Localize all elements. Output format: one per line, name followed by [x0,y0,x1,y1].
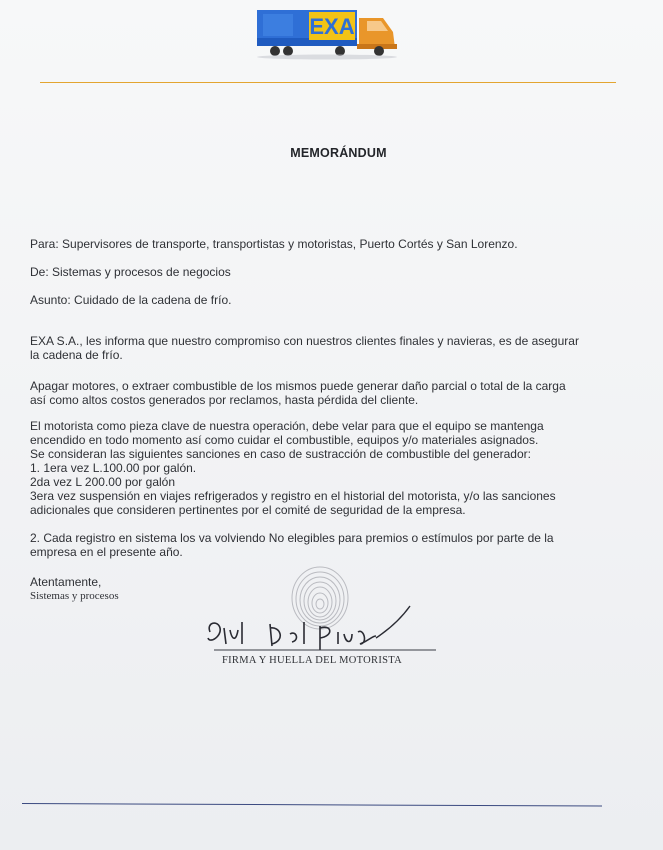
de-line: De: Sistemas y procesos de negocios [30,265,231,279]
asunto-line: Asunto: Cuidado de la cadena de frío. [30,293,232,307]
body-line: 2da vez L 200.00 por galón [30,475,176,489]
header-rule [40,82,616,83]
body-line: El motorista como pieza clave de nuestra operación, debe velar para que el equipo se mantenga [30,419,544,433]
body-line: EXA S.A., les informa que nuestro compromiso con nuestros clientes finales y navieras, es de asegurar [30,334,579,348]
closing-line: Atentamente, [30,575,102,589]
body-line: Se consideran las siguientes sanciones en caso de sustracción de combustible del generador: [30,447,531,461]
body-line: 2. Cada registro en sistema los va volviendo No elegibles para premios o estímulos por parte de la [30,531,554,545]
signature-label: FIRMA Y HUELLA DEL MOTORISTA [222,655,403,666]
body-line: así como altos costos generados por reclamos, hasta pérdida del cliente. [30,393,419,407]
body-line: la cadena de frío. [30,348,123,362]
footer-rule [22,803,602,807]
body-line: encendido en todo momento así como cuidar el combustible, equipos y/o materiales asignados. [30,433,539,447]
body-line: 1. 1era vez L.100.00 por galón. [30,461,197,475]
exa-logo [255,8,400,60]
logo-text: EXA [309,14,355,39]
body-line: adicionales que consideren pertinentes por el comité de seguridad de la empresa. [30,503,466,517]
body-line: Apagar motores, o extraer combustible de los mismos puede generar daño parcial o total de la carga [30,379,566,393]
body-line: empresa en el presente año. [30,545,183,559]
para-line: Para: Supervisores de transporte, transportistas y motoristas, Puerto Cortés y San Lorenzo. [30,237,518,251]
body-line: 3era vez suspensión en viajes refrigerados y registro en el historial del motorista, y/o las sanciones [30,489,556,503]
memo-title: MEMORÁNDUM [290,146,387,160]
sender-line: Sistemas y procesos [30,590,119,602]
